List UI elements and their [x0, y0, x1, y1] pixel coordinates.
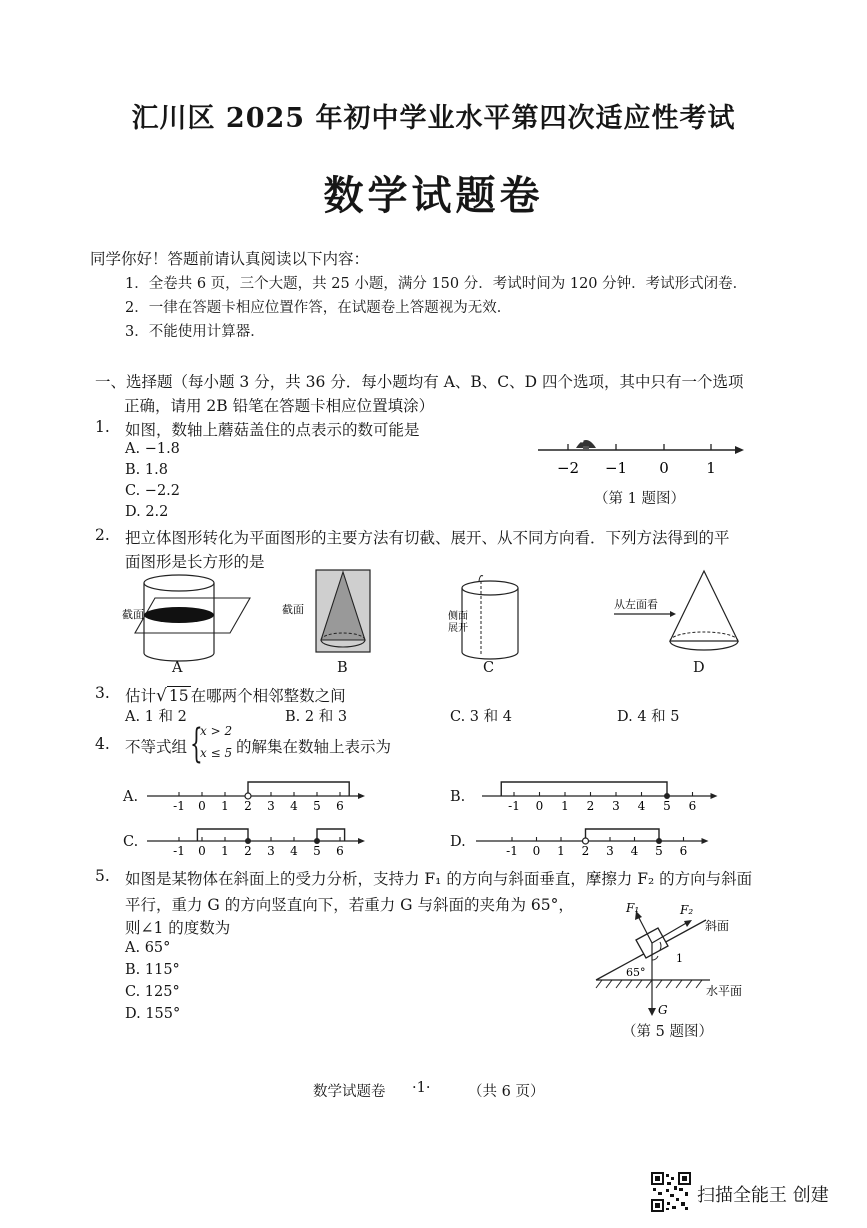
axis-arrow [702, 838, 709, 844]
q4-option-d-label: D. [450, 834, 466, 850]
axis-tick-label: -1 [508, 799, 520, 812]
axis-tick-label: -1 [173, 799, 185, 812]
closed-point [664, 793, 670, 799]
exam-subtitle: 数学试题卷 [323, 172, 544, 219]
q5-option-a: A. 65° [125, 940, 171, 956]
q5-option-b: B. 115° [125, 962, 180, 978]
closed-point [656, 838, 662, 844]
closed-point [314, 838, 320, 844]
q5-label-slope: 斜面 [705, 919, 730, 933]
solution-bracket [586, 829, 660, 841]
q2-figure-c [443, 572, 533, 662]
q3-radicand: 15 [168, 687, 189, 705]
axis-tick-label: 3 [267, 799, 275, 812]
q2-option-d: D [693, 660, 705, 676]
axis-tick-label: 4 [290, 799, 298, 812]
q1-tick-label: −2 [556, 459, 580, 477]
instruction-item-1: 1．全卷共 6 页，三个大题，共 25 小题，满分 150 分．考试时间为 120 分钟．考试形式闭卷． [125, 276, 748, 292]
open-point [583, 838, 589, 844]
axis-tick-label: 2 [244, 844, 252, 857]
q3-option-d: D. 4 和 5 [617, 709, 680, 725]
q4-option-b-label: B. [450, 789, 466, 805]
axis-tick-label: 1 [221, 844, 229, 857]
q2-d-side-label: 从左面看 [614, 598, 658, 611]
footer-page-label: 数学试题卷 [313, 1084, 386, 1100]
axis-tick-label: 3 [267, 844, 275, 857]
q2-b-side-label: 截面 [282, 603, 304, 616]
q2-a-side-label: 截面 [122, 608, 144, 621]
exam-title: 汇川区 2025 年初中学业水平第四次适应性考试 [131, 103, 736, 134]
q4-ineq-1: x > 2 [200, 724, 233, 738]
q4-text-suffix: 的解集在数轴上表示为 [236, 738, 392, 756]
axis-tick-label: 3 [612, 799, 620, 812]
axis-tick-label: 2 [581, 844, 590, 857]
q3-option-b: B. 2 和 3 [285, 709, 348, 725]
q1-tick-label: −1 [604, 459, 628, 477]
q5-line1: 如图是某物体在斜面上的受力分析，支持力 F₁ 的方向与斜面垂直，摩擦力 F₂ 的方向与斜面 [125, 870, 753, 888]
q1-number: 1. [95, 418, 110, 436]
axis-tick-label: 6 [679, 844, 688, 857]
q2-text-line1: 把立体图形转化为平面图形的主要方法有切截、展开、从不同方向看．下列方法得到的平 [125, 529, 730, 547]
q5-label-angle1: 1 [676, 952, 683, 965]
q5-label-horizontal: 水平面 [706, 984, 743, 998]
axis-tick-label: 0 [198, 799, 206, 812]
axis-tick-label: 2 [244, 799, 252, 812]
footer-page-number: ·1· [412, 1080, 431, 1096]
axis-tick-label: 6 [336, 844, 344, 857]
q4-option-c-label: C. [123, 834, 139, 850]
q2-text-line2: 面图形是长方形的是 [125, 553, 265, 571]
q1-caption: （第 1 题图） [594, 491, 685, 507]
axis-tick-label: 0 [535, 799, 544, 812]
closed-point [245, 838, 251, 844]
q3-text-prefix: 估计 [125, 687, 157, 705]
q3-text-suffix: 在哪两个相邻整数之间 [190, 687, 346, 705]
axis-tick-label: 1 [561, 799, 569, 812]
q1-option-c: C. −2.2 [125, 483, 181, 499]
solution-bracket [501, 782, 667, 796]
open-point [245, 793, 251, 799]
q3-text: 估计√ 15 在哪两个相邻整数之间 [125, 686, 346, 706]
q4-number-line-d [472, 817, 712, 857]
axis-tick-label: 5 [655, 844, 663, 857]
q1-tick-label: 0 [659, 459, 669, 477]
axis-tick-label: 5 [313, 844, 321, 857]
q3-number: 3. [95, 684, 110, 702]
axis-tick-label: 3 [606, 844, 614, 857]
q1-number-line [530, 428, 750, 480]
q5-line2: 平行，重力 G 的方向竖直向下，若重力 G 与斜面的夹角为 65°， [125, 896, 574, 914]
watermark-text: 扫描全能王 创建 [697, 1185, 829, 1206]
q2-option-a: A [172, 660, 183, 676]
q2-figure-a [122, 568, 272, 668]
axis-tick-label: 1 [221, 799, 229, 812]
q2-figure-b [282, 568, 382, 663]
q2-c-side-label-1: 侧面 [448, 611, 468, 622]
q5-label-65: 65° [626, 966, 646, 979]
q1-option-b: B. 1.8 [125, 462, 168, 478]
mushroom-icon [576, 438, 596, 452]
q2-c-side-label-2: 展开 [448, 623, 468, 634]
axis-tick-label: 4 [637, 799, 646, 812]
q3-option-c: C. 3 和 4 [450, 709, 512, 725]
axis-tick-label: 6 [336, 799, 344, 812]
solution-bracket [197, 829, 248, 841]
q4-option-a-label: A. [123, 789, 139, 805]
axis-tick-label: 5 [313, 799, 321, 812]
q4-text-prefix: 不等式组 [125, 738, 188, 756]
q2-option-b: B [337, 660, 348, 676]
axis-tick-label: 4 [630, 844, 639, 857]
axis-tick-label: 0 [532, 844, 541, 857]
instruction-item-3: 3．不能使用计算器． [125, 324, 265, 340]
q5-label-f1: F₁ [626, 901, 640, 915]
q2-figure-d [612, 566, 752, 661]
q4-number: 4. [95, 735, 110, 753]
section1-heading-line2: 正确，请用 2B 铅笔在答题卡相应位置填涂） [124, 397, 435, 415]
footer-page-total: （共 6 页） [468, 1084, 545, 1100]
axis-arrow [358, 793, 365, 799]
q5-number: 5. [95, 867, 110, 885]
q5-label-g: G [658, 1003, 668, 1017]
q4-number-line-c [143, 817, 373, 857]
q1-option-a: A. −1.8 [125, 441, 180, 457]
q3-option-a: A. 1 和 2 [125, 709, 187, 725]
qr-code-icon [651, 1172, 691, 1212]
q4-brace: { [190, 721, 203, 767]
axis-tick-label: 6 [688, 799, 697, 812]
instructions-greeting: 同学你好！答题前请认真阅读以下内容： [90, 250, 370, 268]
axis-arrow [711, 793, 718, 799]
q5-option-c: C. 125° [125, 984, 180, 1000]
section1-heading-line1: 一、选择题（每小题 3 分，共 36 分．每小题均有 A、B、C、D 四个选项，其中只有一个选项 [95, 373, 744, 391]
axis-tick-label: 4 [290, 844, 298, 857]
q4-number-line-b [478, 772, 718, 812]
q5-option-d: D. 155° [125, 1006, 181, 1022]
instruction-item-2: 2．一律在答题卡相应位置作答，在试题卷上答题视为无效． [125, 300, 512, 316]
axis-arrow [358, 838, 365, 844]
q2-number: 2. [95, 526, 110, 544]
axis-tick-label: -1 [506, 844, 518, 857]
q1-option-d: D. 2.2 [125, 504, 169, 520]
solution-bracket [248, 782, 349, 796]
axis-tick-label: -1 [173, 844, 185, 857]
q1-tick-label: 1 [706, 459, 716, 477]
q2-option-c: C [483, 660, 495, 676]
axis-tick-label: 0 [198, 844, 206, 857]
q4-number-line-a [143, 772, 373, 812]
axis-tick-label: 5 [663, 799, 671, 812]
axis-tick-label: 1 [557, 844, 565, 857]
q1-text: 如图，数轴上蘑菇盖住的点表示的数可能是 [125, 421, 420, 439]
q5-force-figure [588, 898, 763, 1018]
q5-caption: （第 5 题图） [622, 1024, 713, 1040]
q5-line3: 则∠1 的度数为 [125, 919, 231, 937]
axis-tick-label: 2 [586, 799, 595, 812]
q5-label-f2: F₂ [680, 903, 694, 917]
q4-ineq-2: x ≤ 5 [200, 746, 233, 760]
